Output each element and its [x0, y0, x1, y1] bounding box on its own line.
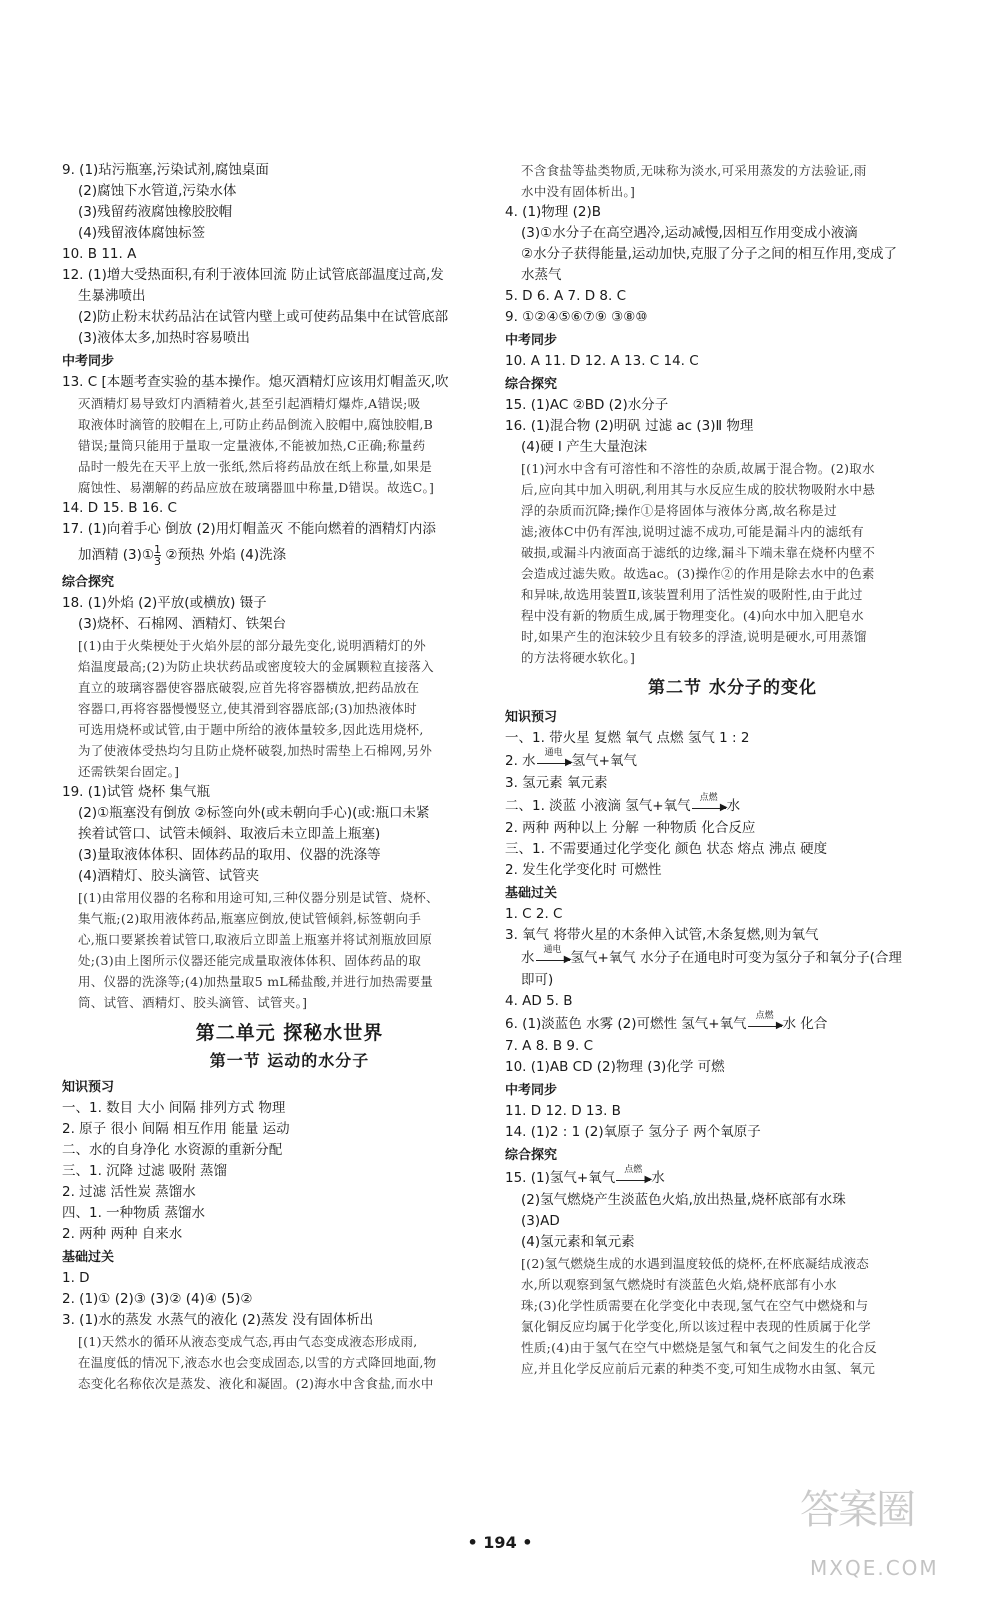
- answer-line: 14. D 15. B 16. C: [62, 500, 177, 516]
- explanation-line: [(2)氢气燃烧生成的水遇到温度较低的烧杯,在杯底凝结成液态: [521, 1256, 870, 1271]
- answer-line: 四、1. 一种物质 蒸馏水: [62, 1205, 205, 1221]
- answer-line: (2)①瓶塞没有倒放 ②标签向外(或未朝向手心)(或:瓶口未紧: [78, 805, 430, 821]
- answer-line: [62, 540, 517, 570]
- explanation-line: 还需铁架台固定。]: [78, 764, 180, 779]
- answer-line: (4)残留液体腐蚀标签: [78, 225, 206, 241]
- explanation-line: 氯化铜反应均属于化学变化,所以该过程中表现的性质属于化学: [521, 1319, 871, 1334]
- section-heading: 基础过关: [505, 886, 558, 901]
- explanation-line: 会造成过滤失败。故选ac。(3)操作②的作用是除去水中的色素: [521, 566, 875, 581]
- explanation-line: 程中没有新的物质生成,属于物理变化。(4)向水中加入肥皂水: [521, 608, 864, 623]
- explanation-line: 容器口,再将容器慢慢竖立,使其滑到容器底部;(3)加热液体时: [78, 701, 417, 716]
- answer-line: (3)①水分子在高空遇冷,运动减慢,因相互作用变成小液滴: [521, 225, 858, 241]
- answer-line: 2. 两种 两种以上 分解 一种物质 化合反应: [505, 820, 756, 836]
- explanation-line: 时,如果产生的泡沫较少且有较多的浮渣,说明是硬水,可用蒸馏: [521, 629, 867, 644]
- answer-line: (3)残留药液腐蚀橡胶胶帽: [78, 204, 233, 220]
- watermark: [800, 1487, 980, 1595]
- left-column: [62, 160, 517, 1394]
- answer-line: 7. A 8. B 9. C: [505, 1038, 594, 1054]
- answer-line: 14. (1)2 : 1 (2)氧原子 氢分子 两个氧原子: [505, 1124, 761, 1140]
- answer-text: 15. (1)氢气+氧气: [505, 1170, 616, 1186]
- answer-line: 1. C 2. C: [505, 906, 563, 922]
- answer-line: [505, 1012, 960, 1036]
- fraction-denominator: 3: [154, 554, 162, 568]
- explanation-line: 品时一般先在天平上放一张纸,然后将药品放在纸上称量,如果是: [78, 459, 433, 474]
- explanation-line: 在温度低的情况下,液态水也会变成固态,以雪的方式降回地面,物: [78, 1355, 437, 1370]
- explanation-line: 筒、试管、酒精灯、胶头滴管、试管夹。]: [78, 995, 308, 1010]
- answer-line: 2. 发生化学变化时 可燃性: [505, 862, 662, 878]
- explanation-line: 焰温度最高;(2)为防止块状药品或密度较大的金属颗粒直接落入: [78, 659, 434, 674]
- explanation-line: 可选用烧杯或试管,由于题中所给的液体量较多,因此选用烧杯,: [78, 722, 424, 737]
- reaction-condition: 点燃: [755, 1011, 774, 1021]
- reaction-arrow-icon: [748, 1011, 784, 1031]
- explanation-line: [(1)天然水的循环从液态变成气态,再由气态变成液态形成雨,: [78, 1334, 418, 1349]
- section-heading: 综合探究: [505, 1148, 558, 1163]
- explanation-line: 的方法将硬水软化。]: [521, 650, 636, 665]
- explanation-line: [(1)由常用仪器的名称和用途可知,三种仪器分别是试管、烧杯、: [78, 890, 439, 905]
- reaction-condition: 点燃: [624, 1165, 643, 1175]
- arrow-head: ▶: [719, 802, 728, 813]
- fraction-numerator: 1: [154, 542, 162, 556]
- answer-text: 加酒精 (3)①: [78, 547, 155, 563]
- explanation-line: [(1)由于火柴梗处于火焰外层的部分最先变化,说明酒精灯的外: [78, 638, 427, 653]
- explanation-line: [(1)河水中含有可溶性和不溶性的杂质,故属于混合物。(2)取水: [521, 461, 875, 476]
- answer-line: ②水分子获得能量,运动加快,克服了分子之间的相互作用,变成了: [521, 246, 897, 262]
- answer-line: 2. 过滤 活性炭 蒸馏水: [62, 1184, 196, 1200]
- explanation-line: 用、仪器的洗涤等;(4)加热量取5 mL稀盐酸,并进行加热需要量: [78, 974, 434, 989]
- answer-line: 一、1. 数目 大小 间隔 排列方式 物理: [62, 1100, 286, 1116]
- answer-line: 即可): [521, 972, 554, 988]
- reaction-arrow-icon: [692, 793, 728, 813]
- answer-line: 三、1. 不需要通过化学变化 颜色 状态 熔点 沸点 硬度: [505, 841, 828, 857]
- answer-line: 16. (1)混合物 (2)明矾 过滤 ac (3)Ⅱ 物理: [505, 418, 754, 434]
- arrow-head: ▶: [644, 1174, 653, 1185]
- unit-title: 第二单元 探秘水世界: [195, 1022, 384, 1044]
- reaction-condition: 通电: [544, 748, 563, 758]
- answer-line: 10. B 11. A: [62, 246, 137, 262]
- fraction: [154, 544, 161, 567]
- answer-line: (3)量取液体体积、固体药品的取用、仪器的洗涤等: [78, 847, 381, 863]
- answer-line: 15. (1)AC ②BD (2)水分子: [505, 397, 669, 413]
- explanation-line: 性质;(4)由于氢气在空气中燃烧是氢气和氧气之间发生的化合反: [521, 1340, 877, 1355]
- answer-line: 11. D 12. D 13. B: [505, 1103, 621, 1119]
- explanation-line: 不含食盐等盐类物质,无味称为淡水,可采用蒸发的方法验证,雨: [521, 163, 867, 178]
- right-column: [505, 160, 960, 1379]
- explanation-line: 珠;(3)化学性质需要在化学变化中表现,氢气在空气中燃烧和与: [521, 1298, 869, 1313]
- answer-line: 2. 原子 很小 间隔 相互作用 能量 运动: [62, 1121, 290, 1137]
- reaction-arrow-icon: [536, 945, 572, 965]
- section-heading: 中考同步: [505, 333, 558, 348]
- answer-line: 17. (1)向着手心 倒放 (2)用灯帽盖灭 不能向燃着的酒精灯内添: [62, 521, 436, 537]
- answer-line: (4)酒精灯、胶头滴管、试管夹: [78, 868, 260, 884]
- answer-text: 水 化合: [782, 1016, 828, 1032]
- answer-line: [505, 946, 960, 970]
- explanation-line: 心,瓶口要紧挨着试管口,取液后立即盖上瓶塞并将试剂瓶放回原: [78, 932, 433, 947]
- answer-line: 二、水的自身净化 水资源的重新分配: [62, 1142, 283, 1158]
- explanation-line: 为了使液体受热均匀且防止烧杯破裂,加热时需垫上石棉网,另外: [78, 743, 433, 758]
- arrow-head: ▶: [775, 1020, 784, 1031]
- explanation-line: 破损,或漏斗内液面高于滤纸的边缘,漏斗下端未靠在烧杯内壁不: [521, 545, 876, 560]
- explanation-line: 水中没有固体析出。]: [521, 184, 636, 199]
- section-heading: 中考同步: [505, 1083, 558, 1098]
- answer-line: 三、1. 沉降 过滤 吸附 蒸馏: [62, 1163, 228, 1179]
- section-heading: 知识预习: [62, 1080, 115, 1095]
- section-title: 第一节 运动的水分子: [209, 1051, 370, 1070]
- answer-line: (2)防止粉末状药品沾在试管内壁上或可使药品集中在试管底部: [78, 309, 449, 325]
- answer-text: 氢气+氧气 水分子在通电时可变为氢分子和氧分子(合理: [570, 950, 902, 966]
- explanation-line: 取液体时滴管的胶帽在上,可防止药品倒流入胶帽中,腐蚀胶帽,B: [78, 417, 434, 432]
- answer-line: [505, 1166, 960, 1190]
- answer-line: 10. (1)AB CD (2)物理 (3)化学 可燃: [505, 1059, 725, 1075]
- answer-line: 12. (1)增大受热面积,有利于液体回流 防止试管底部温度过高,发: [62, 267, 444, 283]
- answer-line: 18. (1)外焰 (2)平放(或横放) 镊子: [62, 595, 267, 611]
- explanation-line: 和异味,故选用装置Ⅱ,该装置利用了活性炭的吸附性,由于此过: [521, 587, 863, 602]
- answer-text: 水: [651, 1170, 665, 1186]
- explanation-line: 集气瓶;(2)取用液体药品,瓶塞应倒放,使试管倾斜,标签朝向手: [78, 911, 422, 926]
- explanation-line: 滤;液体C中仍有浑浊,说明过滤不成功,可能是漏斗内的滤纸有: [521, 524, 864, 539]
- explanation-line: 灭酒精灯易导致灯内酒精着火,甚至引起酒精灯爆炸,A错误;吸: [78, 396, 421, 411]
- answer-line: 3. (1)水的蒸发 水蒸气的液化 (2)蒸发 没有固体析出: [62, 1312, 374, 1328]
- answer-text: 6. (1)淡蓝色 水雾 (2)可燃性 氢气+氧气: [505, 1016, 747, 1032]
- answer-line: (4)硬 Ⅰ 产生大量泡沫: [521, 439, 648, 455]
- explanation-line: 后,应向其中加入明矾,利用其与水反应生成的胶状物吸附水中悬: [521, 482, 876, 497]
- answer-line: 4. (1)物理 (2)B: [505, 204, 601, 220]
- answer-line: (3)液体太多,加热时容易喷出: [78, 330, 250, 346]
- section-heading: 中考同步: [62, 354, 115, 369]
- explanation-line: 腐蚀性、易潮解的药品应放在玻璃器皿中称量,D错误。故选C。]: [78, 480, 435, 495]
- watermark-logo-icon: 答案圈: [800, 1487, 914, 1533]
- page-number: • 194 •: [467, 1533, 533, 1552]
- answer-line: 10. A 11. D 12. A 13. C 14. C: [505, 353, 699, 369]
- answer-line: 2. (1)① (2)③ (3)② (4)④ (5)②: [62, 1291, 253, 1307]
- explanation-line: 错误;量筒只能用于量取一定量液体,不能被加热,C正确;称量药: [78, 438, 426, 453]
- answer-line: 1. D: [62, 1270, 90, 1286]
- arrow-head: ▶: [563, 954, 572, 965]
- explanation-line: 处;(3)由上图所示仪器还能完成量取液体体积、固体药品的取: [78, 953, 422, 968]
- answer-line: [505, 749, 960, 773]
- explanation-line: 态变化名称依次是蒸发、液化和凝固。(2)海水中含食盐,而水中: [78, 1376, 434, 1391]
- reaction-condition: 通电: [543, 945, 562, 955]
- answer-text: 2. 水: [505, 753, 536, 769]
- answer-line: 一、1. 带火星 复燃 氧气 点燃 氢气 1 : 2: [505, 730, 750, 746]
- answer-line: (3)烧杯、石棉网、酒精灯、铁架台: [78, 616, 287, 632]
- answer-text: 水: [521, 950, 535, 966]
- answer-line: 2. 两种 两种 自来水: [62, 1226, 183, 1242]
- answer-line: 3. 氧气 将带火星的木条伸入试管,木条复燃,则为氧气: [505, 927, 819, 943]
- answer-text: ②预热 外焰 (4)洗涤: [161, 547, 287, 563]
- reaction-arrow-icon: [616, 1165, 653, 1185]
- answer-text: 水: [726, 798, 741, 814]
- reaction-condition: 点燃: [699, 793, 718, 803]
- explanation-line: 水,所以观察到氢气燃烧时有淡蓝色火焰,烧杯底部有小水: [521, 1277, 837, 1292]
- answer-line: 9. ①②④⑤⑥⑦⑨ ③⑧⑩: [505, 309, 648, 325]
- answer-line: (3)AD: [521, 1213, 560, 1229]
- explanation-line: 浮的杂质而沉降;操作①是将固体与液体分离,故名称是过: [521, 503, 837, 518]
- answer-line: 3. 氢元素 氧元素: [505, 775, 608, 791]
- answer-line: [505, 794, 960, 818]
- answer-line: 5. D 6. A 7. D 8. C: [505, 288, 627, 304]
- section-title: 第二节 水分子的变化: [648, 678, 817, 698]
- watermark-url: MXQE.COM: [810, 1556, 939, 1580]
- explanation-line: 应,并且化学反应前后元素的种类不变,可知生成物水由氢、氧元: [521, 1361, 876, 1376]
- answer-line: 9. (1)玷污瓶塞,污染试剂,腐蚀桌面: [62, 162, 269, 178]
- section-heading: 知识预习: [505, 710, 558, 725]
- reaction-arrow-icon: [537, 748, 573, 768]
- answer-text: 二、1. 淡蓝 小液滴 氢气+氧气: [505, 798, 691, 814]
- answer-line: (4)氢元素和氧元素: [521, 1234, 635, 1250]
- answer-text: 氢气+氧气: [571, 753, 637, 769]
- section-heading: 基础过关: [62, 1250, 115, 1265]
- answer-line: 挨着试管口、试管未倾斜、取液后未立即盖上瓶塞): [78, 826, 381, 842]
- answer-line: 生暴沸喷出: [78, 288, 146, 304]
- answer-line: (2)腐蚀下水管道,污染水体: [78, 183, 237, 199]
- explanation-line: 直立的玻璃容器使容器底破裂,应首先将容器横放,把药品放在: [78, 680, 420, 695]
- section-heading: 综合探究: [62, 575, 115, 590]
- arrow-head: ▶: [564, 757, 573, 768]
- answer-line: (2)氢气燃烧产生淡蓝色火焰,放出热量,烧杯底部有水珠: [521, 1192, 846, 1208]
- section-heading: 综合探究: [505, 377, 558, 392]
- answer-line: 4. AD 5. B: [505, 993, 573, 1009]
- answer-line: 19. (1)试管 烧杯 集气瓶: [62, 784, 210, 800]
- answer-line: 水蒸气: [521, 267, 562, 283]
- answer-line: 13. C [本题考查实验的基本操作。熄灭酒精灯应该用灯帽盖灭,吹: [62, 374, 449, 390]
